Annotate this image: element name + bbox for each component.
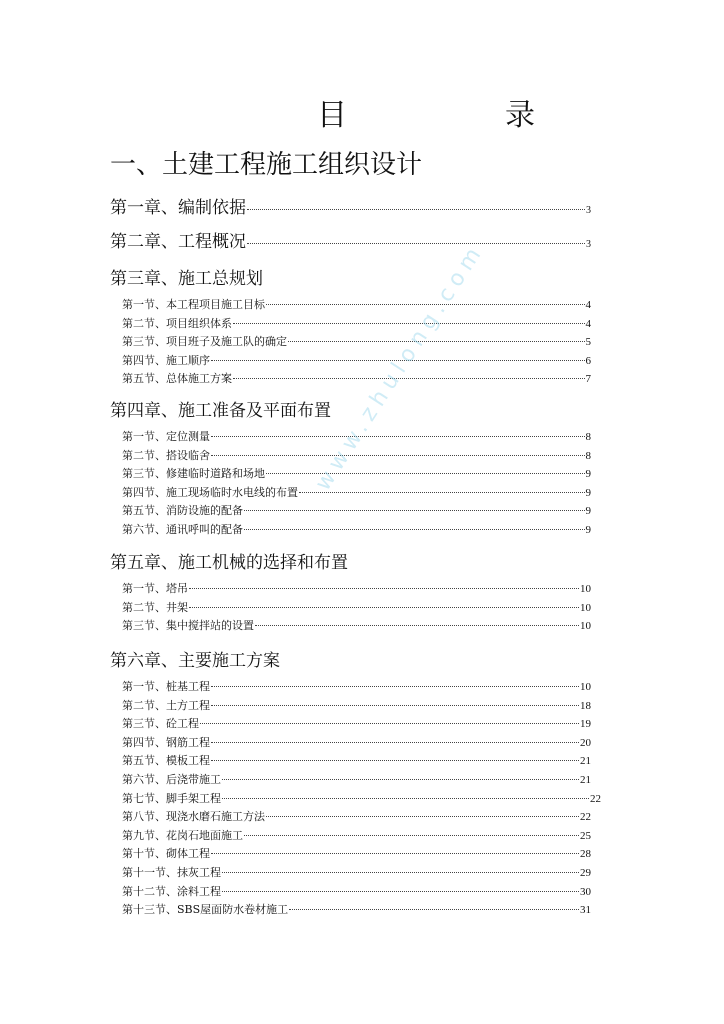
part-title: 一、土建工程施工组织设计 [110,150,423,180]
toc-leader-dots [222,890,579,892]
toc-section-label: 第三节、修建临时道路和场地 [122,467,265,481]
toc-section-entry[interactable] [122,502,591,520]
toc-section-label: 第九节、花岗石地面施工 [122,828,243,842]
toc-page-number: 30 [580,885,591,898]
toc-page-number: 9 [585,486,591,499]
toc-page-number: 3 [586,205,591,216]
toc-leader-dots [211,852,579,854]
toc-page-number: 9 [585,468,591,481]
toc-section-entry[interactable] [122,901,591,919]
toc-page-number: 3 [586,239,591,250]
toc-section-entry[interactable] [122,484,591,502]
toc-section-entry[interactable] [122,333,591,351]
toc-section-entry[interactable] [122,827,591,845]
toc-section-entry[interactable] [122,808,591,826]
toc-section-entry[interactable] [122,296,591,314]
toc-leader-dots [247,242,585,244]
toc-page-number: 25 [580,829,591,842]
toc-section-entry[interactable] [122,678,591,696]
toc-section-label: 第四节、施工顺序 [122,353,210,367]
toc-section-label: 第二节、搭设临舍 [122,448,210,462]
toc-section-entry[interactable] [122,580,591,598]
toc-leader-dots [211,704,579,706]
toc-leader-dots [289,908,579,910]
toc-page-number: 22 [580,811,591,824]
toc-leader-dots [222,778,579,780]
watermark: www.zhulong.com [310,238,490,496]
toc-leader-dots [222,797,589,799]
toc-section-entry[interactable] [122,845,591,863]
toc-section-entry[interactable] [122,599,591,617]
toc-page-number: 21 [580,755,591,768]
toc-chapter-heading[interactable]: 第六章、主要施工方案 [110,651,280,671]
toc-leader-dots [189,587,579,589]
toc-section-entry[interactable] [122,521,591,539]
toc-section-entry[interactable] [122,883,591,901]
toc-section-label: 第十节、砌体工程 [122,847,210,861]
toc-page-number: 8 [585,431,591,443]
toc-leader-dots [211,741,579,743]
toc-section-entry[interactable] [122,370,591,388]
toc-leader-dots [211,685,579,687]
toc-leader-dots [211,759,579,761]
toc-leader-dots [200,722,579,724]
toc-title [0,96,724,136]
toc-section-label: 第二节、井架 [122,600,188,614]
toc-page-number: 5 [585,336,591,349]
toc-section-label: 第十三节、SBS屋面防水卷材施工 [122,903,289,917]
toc-page-number: 21 [580,774,591,786]
toc-section-entry[interactable] [122,315,591,333]
toc-section-label: 第四节、钢筋工程 [122,735,210,749]
toc-section-label: 第一节、桩基工程 [122,680,210,693]
toc-leader-dots [211,454,585,456]
toc-chapter-heading[interactable]: 第四章、施工准备及平面布置 [110,401,331,421]
toc-title-char-2: 录 [505,98,535,133]
toc-leader-dots [244,834,579,836]
toc-leader-dots [244,528,585,530]
toc-page-number: 20 [580,736,591,749]
toc-page-number: 10 [580,601,591,614]
toc-section-label: 第六节、通讯呼叫的配备 [122,523,243,536]
toc-leader-dots [211,435,585,437]
toc-leader-dots [266,472,585,474]
toc-section-entry[interactable] [122,734,591,752]
toc-leader-dots [233,322,585,324]
toc-section-label: 第二节、土方工程 [122,698,210,712]
toc-section-entry[interactable] [122,864,591,882]
toc-section-entry[interactable] [122,697,591,715]
toc-section-entry[interactable] [122,771,591,789]
toc-section-label: 第三节、砼工程 [122,717,199,731]
toc-page-number: 9 [585,524,591,536]
toc-section-entry[interactable] [122,790,601,808]
toc-leader-dots [247,208,585,210]
toc-section-label: 第一节、塔吊 [122,582,188,595]
toc-section-label: 第五节、消防设施的配备 [122,504,243,518]
toc-chapter-label: 第一章、编制依据 [110,198,246,218]
toc-page-number: 31 [580,904,591,917]
toc-section-entry[interactable] [122,715,591,733]
toc-leader-dots [222,871,579,873]
toc-leader-dots [244,509,585,511]
toc-page-number: 10 [580,620,591,633]
toc-page-number: 10 [580,681,591,693]
toc-page-number: 4 [585,299,591,311]
toc-page-number: 18 [580,699,591,712]
toc-title-char-1: 目 [317,98,347,133]
toc-page-number: 4 [585,317,591,330]
toc-page-number: 7 [585,373,591,386]
toc-page-number: 8 [585,449,591,462]
toc-section-label: 第十二节、涂料工程 [122,884,221,898]
toc-section-label: 第八节、现浇水磨石施工方法 [122,810,265,824]
toc-section-label: 第五节、模板工程 [122,754,210,768]
toc-chapter-label: 第二章、工程概况 [110,232,246,252]
toc-page-number: 28 [580,848,591,861]
toc-section-label: 第四节、施工现场临时水电线的布置 [122,485,298,499]
toc-section-label: 第七节、脚手架工程 [122,791,221,805]
toc-page-number: 10 [580,583,591,595]
toc-section-label: 第五节、总体施工方案 [122,372,232,386]
toc-page-number: 22 [590,792,601,805]
toc-section-label: 第十一节、抹灰工程 [122,866,221,879]
toc-chapter-heading[interactable]: 第三章、施工总规划 [110,269,263,289]
toc-section-label: 第三节、集中搅拌站的设置 [122,619,254,633]
toc-section-label: 第六节、后浇带施工 [122,773,221,786]
toc-section-label: 第二节、项目组织体系 [122,316,232,330]
toc-leader-dots [266,815,579,817]
toc-page-number: 29 [580,867,591,879]
toc-section-label: 第一节、本工程项目施工目标 [122,298,265,311]
toc-leader-dots [189,606,579,608]
toc-section-entry[interactable] [122,617,591,635]
toc-page-number: 9 [585,505,591,518]
toc-chapter-heading[interactable]: 第五章、施工机械的选择和布置 [110,553,348,573]
toc-page-number: 6 [585,354,591,367]
toc-section-entry[interactable] [122,352,591,370]
toc-page-number: 19 [580,718,591,731]
toc-section-entry[interactable] [122,752,591,770]
toc-section-label: 第三节、项目班子及施工队的确定 [122,335,287,349]
toc-leader-dots [255,624,579,626]
toc-section-label: 第一节、定位测量 [122,430,210,443]
